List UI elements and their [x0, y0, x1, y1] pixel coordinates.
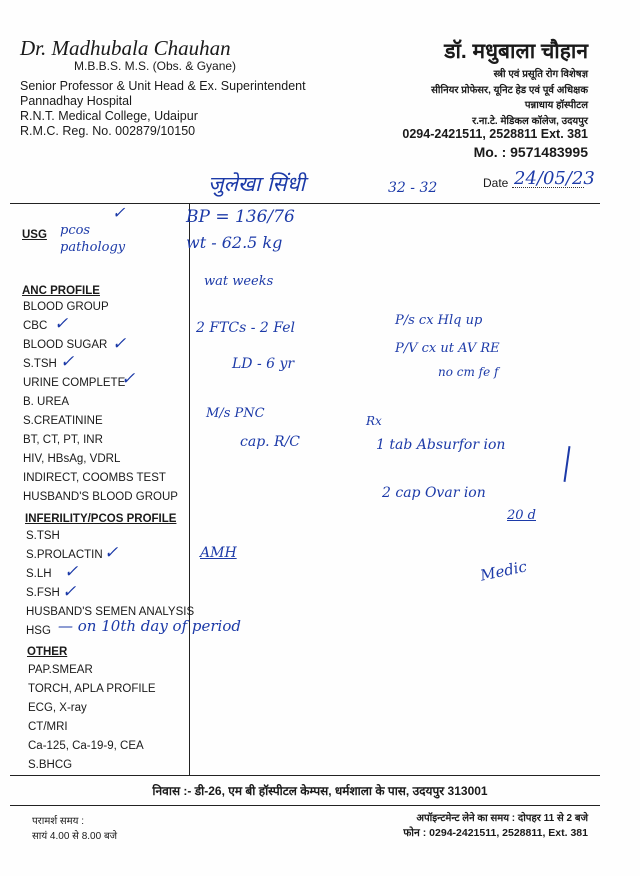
- hindi-designation: सीनियर प्रोफेसर, यूनिट हेड एवं पूर्व अधिक्षक: [431, 85, 588, 96]
- usg-note: pcos pathology: [60, 223, 126, 255]
- patient-age: 32 - 32: [388, 180, 438, 196]
- note-complaint: cap. R/C: [240, 434, 301, 450]
- infertility-profile-heading: INFERILITY/PCOS PROFILE: [25, 513, 177, 525]
- anc-item: URINE COMPLETE: [23, 377, 126, 389]
- check-mark-icon: ✓: [112, 334, 127, 354]
- anc-item: B. UREA: [23, 396, 70, 408]
- check-mark-icon: ✓: [64, 562, 79, 582]
- other-item: S.BHCG: [28, 759, 73, 771]
- check-mark-icon: ✓: [121, 369, 136, 389]
- note-last-delivery: LD - 6 yr: [232, 356, 295, 372]
- rx-symbol: Rx: [366, 414, 382, 428]
- date-dotted-line: [512, 187, 584, 189]
- mobile-number: Mo. : 9571483995: [473, 144, 588, 160]
- rx-line-2: 2 cap Ovar ion: [382, 485, 486, 501]
- college-name: R.N.T. Medical College, Udaipur: [20, 109, 198, 123]
- other-item: Ca-125, Ca-19-9, CEA: [28, 740, 144, 752]
- anc-item: S.TSH: [23, 358, 57, 370]
- column-divider: [189, 203, 190, 775]
- infertility-item: S.PROLACTIN: [26, 549, 103, 561]
- footer-rule: [10, 805, 600, 806]
- rx-bracket: [564, 446, 571, 482]
- anc-profile-heading: ANC PROFILE: [22, 285, 100, 297]
- anc-item: S.CREATININE: [23, 415, 103, 427]
- visit-date: 24/05/23: [514, 168, 595, 189]
- designation: Senior Professor & Unit Head & Ex. Superintendent: [20, 79, 306, 93]
- anc-item: BT, CT, PT, INR: [23, 434, 103, 446]
- note-line3: wat weeks: [204, 274, 274, 289]
- other-list: [28, 664, 156, 778]
- phone-number: 0294-2421511, 2528811 Ext. 381: [402, 127, 588, 141]
- hsg-note: — on 10th day of period: [58, 617, 241, 635]
- footer-phone: फोन : 0294-2421511, 2528811, Ext. 381: [403, 827, 588, 839]
- note-obstetric-history: 2 FTCs - 2 Fel: [196, 320, 296, 336]
- anc-item: HUSBAND'S BLOOD GROUP: [23, 491, 178, 503]
- hindi-college: र.ना.टे. मेडिकल कॉलेज, उदयपुर: [472, 116, 588, 127]
- hindi-hospital: पन्नाधाय हॉस्पीटल: [524, 100, 588, 111]
- date-label: Date: [483, 176, 509, 190]
- rx-line-1: 1 tab Absurfor ion: [376, 437, 506, 453]
- doctor-info-block: [20, 79, 306, 139]
- check-mark-icon: ✓: [60, 352, 75, 372]
- other-item: PAP.SMEAR: [28, 664, 93, 676]
- doctor-name-hindi: डॉ. मधुबाला चौहान: [444, 40, 588, 63]
- note-per-vaginal: P/V cx ut AV RE: [395, 341, 500, 356]
- usg-label: USG: [22, 229, 47, 241]
- consult-time: सायं 4.00 से 8.00 बजे: [32, 831, 118, 842]
- registration-number: R.M.C. Reg. No. 002879/10150: [20, 124, 196, 138]
- infertility-item: HUSBAND'S SEMEN ANALYSIS: [26, 606, 195, 618]
- anc-item: INDIRECT, COOMBS TEST: [23, 472, 166, 484]
- anc-item: HIV, HBsAg, VDRL: [23, 453, 121, 465]
- other-heading: OTHER: [27, 646, 68, 658]
- qualifications: M.B.B.S. M.S. (Obs. & Gyane): [74, 59, 237, 73]
- note-menstrual: M/s PNC: [206, 406, 265, 421]
- infertility-item: HSG: [26, 625, 51, 637]
- note-exam-finding: no cm fe f: [438, 365, 499, 379]
- check-mark-icon: ✓: [112, 203, 126, 222]
- anc-list: [23, 301, 178, 510]
- hospital-name: Pannadhay Hospital: [20, 94, 132, 108]
- patient-name: जुलेखा सिंधी: [208, 172, 306, 196]
- note-signature: Medic: [478, 557, 529, 585]
- top-rule: [10, 203, 600, 204]
- anc-item: BLOOD GROUP: [23, 301, 109, 313]
- consult-time-label: परामर्श समय :: [32, 816, 85, 827]
- doctor-name-english: Dr. Madhubala Chauhan: [20, 36, 231, 60]
- anc-item: CBC: [23, 320, 48, 332]
- infertility-item: S.FSH: [26, 587, 60, 599]
- note-bp: BP = 136/76: [186, 207, 295, 227]
- infertility-item: S.LH: [26, 568, 52, 580]
- note-amh: AMH: [200, 545, 237, 561]
- rx-duration: 20 d: [507, 508, 536, 523]
- check-mark-icon: ✓: [62, 582, 77, 602]
- other-item: TORCH, APLA PROFILE: [28, 683, 156, 695]
- note-per-speculum: P/s cx Hlq up: [395, 313, 483, 328]
- other-item: CT/MRI: [28, 721, 68, 733]
- anc-item: BLOOD SUGAR: [23, 339, 108, 351]
- note-weight: wt - 62.5 kg: [186, 233, 283, 252]
- address-line: निवास :- डी-26, एम बी हॉस्पीटल केम्पस, धर्मशाला के पास, उदयपुर 313001: [152, 784, 488, 798]
- other-item: ECG, X-ray: [28, 702, 87, 714]
- appointment-time: अपॉइन्टमेन्ट लेने का समय : दोपहर 11 से 2 बजे: [416, 813, 588, 824]
- infertility-item: S.TSH: [26, 530, 60, 542]
- check-mark-icon: ✓: [104, 543, 119, 563]
- hindi-specialty: स्त्री एवं प्रसूति रोग विशेषज्ञ: [493, 69, 588, 80]
- check-mark-icon: ✓: [54, 314, 69, 334]
